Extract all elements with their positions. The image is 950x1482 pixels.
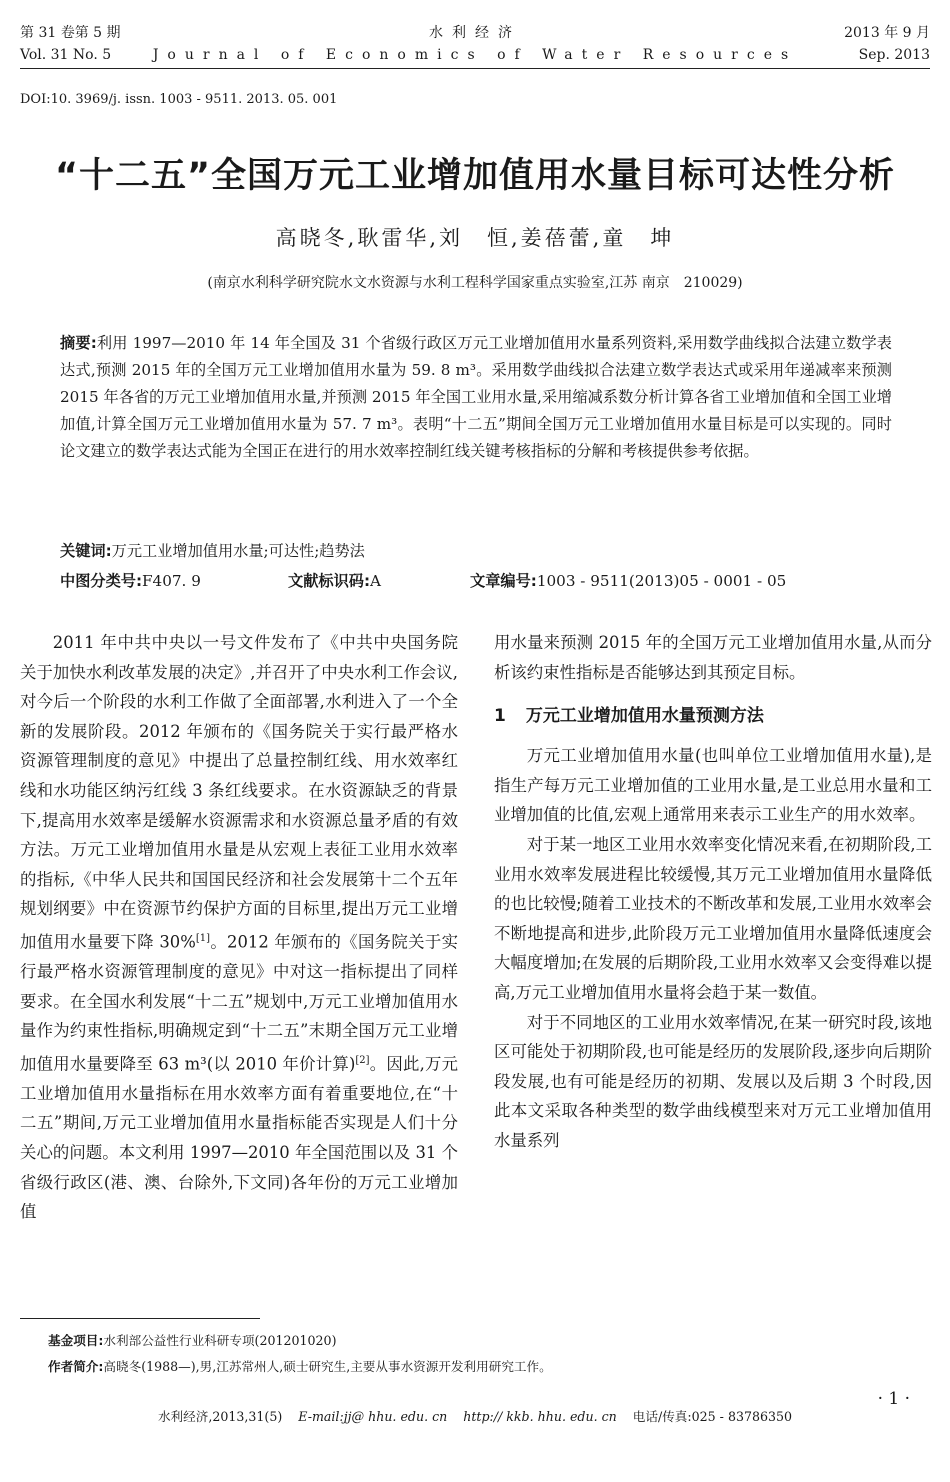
intro-text-1: 2011 年中共中央以一号文件发布了《中共中央国务院关于加快水利改革发展的决定》,并召开了中央水利工作会议,对今后一个阶段的水利工作做了全面部署,水利进入了一个全新的发展阶段。2012 年颁布的《国务院关于实行最严格水资源管理制度的意见》中提出了总量控制红线、用水效率红线和水功能区纳污红线 3 条红线要求。在水资源缺乏的背景下,提高用水效率是缓解水资源需求和水资源总量矛盾的有效方法。万元工业增加值用水量是从宏观上表征工业用水效率的指标,《中华人民共和国国民经济和社会发展第十二个五年规划纲要》中在资源节约保护方面的目标里,提出万元工业增加值用水量要下降 30% (20, 633, 458, 952)
intro-paragraph (20, 628, 458, 1227)
header-volume-cn: 第 31 卷第 5 期 (20, 25, 121, 41)
keywords-text: 万元工业增加值用水量;可达性;趋势法 (111, 542, 365, 560)
header-rule (20, 68, 930, 69)
body-left-column (20, 628, 458, 1227)
intro-text-3: 。因此,万元工业增加值用水量指标在用水效率方面有着重要地位,在“十二五”期间,万元工业增加值用水量指标能否实现是人们十分关心的问题。本文利用 1997—2010 年全国范围以及 31 个省级行政区(港、澳、台除外,下文同)各年份的万元工业增加值 (20, 1054, 458, 1222)
section-title: 万元工业增加值用水量预测方法 (525, 706, 764, 727)
footer-phone: 电话/传真:025 - 83786350 (632, 1409, 793, 1424)
running-header (20, 22, 930, 68)
keywords-label: 关键词: (60, 542, 112, 560)
doc-code-label: 文献标识码: (288, 572, 371, 590)
footer-citation: 水利经济,2013,31(5) (157, 1409, 283, 1424)
article-number-group (470, 570, 786, 591)
clc-value: F407. 9 (142, 572, 201, 590)
footer-email[interactable]: E-mail:jj@ hhu. edu. cn (298, 1409, 448, 1424)
body-right-column (494, 628, 932, 1156)
intro-continuation: 用水量来预测 2015 年的全国万元工业增加值用水量,从而分析该约束性指标是否能够达到其预定目标。 (494, 633, 932, 682)
clc-label: 中图分类号: (60, 572, 143, 590)
abstract-label: 摘要: (60, 334, 97, 352)
article-number-label: 文章编号: (470, 572, 537, 590)
intro-text-2: 。2012 年颁布的《国务院关于实行最严格水资源管理制度的意见》中对这一指标提出了同样要求。在全国水利发展“十二五”规划中,万元工业增加值用水量作为约束性指标,明确规定到“十二五”末期全国万元工业增加值用水量要降至 63 m³(以 2010 年价计算) (20, 932, 458, 1074)
header-journal (20, 22, 930, 66)
section-heading-1 (494, 703, 932, 729)
page-footer (0, 1406, 950, 1425)
page-number: · 1 · (877, 1389, 910, 1409)
author-bio-text: 高晓冬(1988—),男,江苏常州人,硕士研究生,主要从事水资源开发利用研究工作。 (103, 1359, 552, 1374)
header-date-cn: 2013 年 9 月 (844, 25, 930, 41)
article-number-value: 1003 - 9511(2013)05 - 0001 - 05 (536, 572, 787, 590)
citation-ref-1: [1] (195, 932, 210, 944)
footnote-author (48, 1356, 552, 1375)
doc-code-group (288, 570, 381, 591)
authors: 高晓冬,耿雷华,刘 恒,姜蓓蕾,童 坤 (275, 226, 675, 250)
section-number: 1 (494, 706, 506, 727)
citation-ref-2: [2] (355, 1054, 370, 1066)
doc-code-value: A (370, 572, 381, 590)
footnote-fund (48, 1330, 337, 1349)
doi: DOI:10. 3969/j. issn. 1003 - 9511. 2013. 05. 001 (20, 92, 338, 107)
abstract (60, 330, 892, 465)
abstract-text: 利用 1997—2010 年 14 年全国及 31 个省级行政区万元工业增加值用水量系列资料,采用数学曲线拟合法建立数学表达式,预测 2015 年的全国万元工业增加值用水量为 59. 8 m³。采用数学曲线拟合法建立数学表达式或采用年递减率来预测 2015 年各省的万元工业增加值用水量,并预测 2015 年全国工业用水量,采用缩减系数分析计算各省工业增加值和全国工业增加值,计算全国万元工业增加值用水量为 57. 7 m³。表明“十二五”期间全国万元工业增加值用水量目标是可以实现的。同时论文建立的数学表达式能为全国正在进行的用水效率控制红线关键考核指标的分解和考核提供参考依据。 (60, 334, 892, 460)
header-journal-cn: 水利经济 (429, 25, 521, 41)
paragraph-stages: 对于某一地区工业用水效率变化情况来看,在初期阶段,工业用水效率发展进程比较缓慢,其万元工业增加值用水量降低的也比较慢;随着工业技术的不断改革和发展,工业用水效率会不断地提高和进步,此阶段万元工业增加值用水量降低速度会大幅度增加;在发展的后期阶段,工业用水效率又会变得难以提高,万元工业增加值用水量将会趋于某一数值。 (494, 834, 932, 1002)
header-volume-en: Vol. 31 No. 5 (20, 47, 112, 63)
footer-url[interactable]: http:// kkb. hhu. edu. cn (463, 1409, 617, 1424)
article-title: “十二五”全国万元工业增加值用水量目标可达性分析 (54, 156, 895, 196)
paragraph-regions: 对于不同地区的工业用水效率情况,在某一研究时段,该地区可能处于初期阶段,也可能是经历的发展阶段,逐步向后期阶段发展,也有可能是经历的初期、发展以及后期 3 个时段,因此本文采取各种类型的数学曲线模型来对万元工业增加值用水量系列 (494, 1012, 932, 1150)
fund-label: 基金项目: (48, 1333, 104, 1348)
header-journal-en: Journal of Economics of Water Resources (152, 47, 798, 63)
keywords (60, 540, 365, 561)
paragraph-definition: 万元工业增加值用水量(也叫单位工业增加值用水量),是指生产每万元工业增加值的工业用水量,是工业总用水量和工业增加值的比值,宏观上通常用来表示工业生产的用水效率。 (494, 746, 932, 825)
affiliation: (南京水利科学研究院水文水资源与水利工程科学国家重点实验室,江苏 南京 210029) (207, 275, 743, 291)
header-date (844, 22, 930, 66)
footnote-rule (20, 1318, 260, 1319)
clc-group (60, 570, 201, 591)
header-date-en: Sep. 2013 (858, 47, 930, 63)
fund-text: 水利部公益性行业科研专项(201201020) (103, 1333, 337, 1348)
author-bio-label: 作者简介: (48, 1359, 104, 1374)
